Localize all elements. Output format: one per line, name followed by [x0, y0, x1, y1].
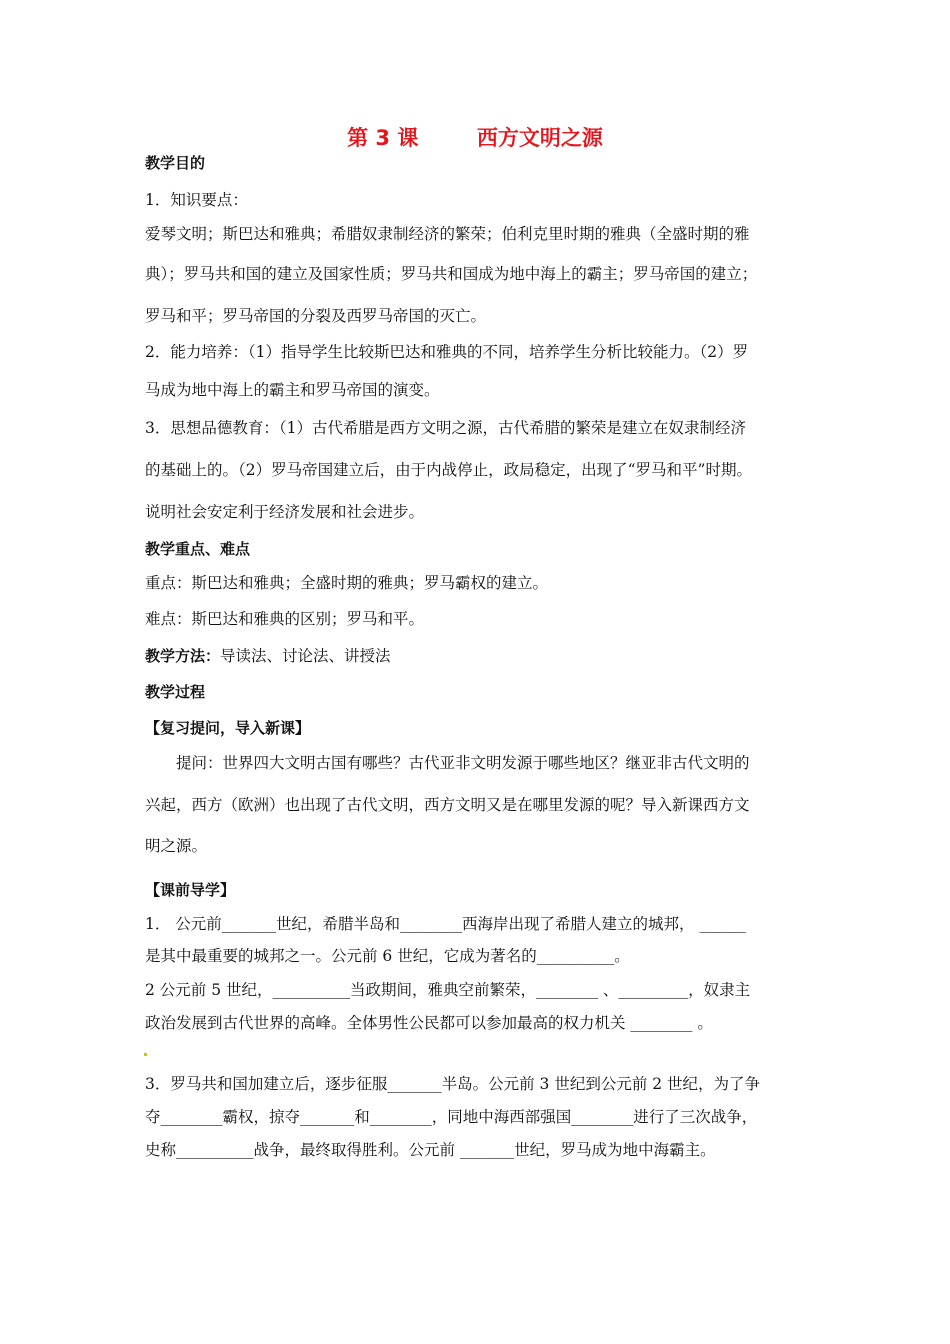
- exercise-1-line-2: 是其中最重要的城邦之一。公元前 6 世纪，它成为著名的__________。: [145, 947, 630, 965]
- moral-education-line: 3．思想品德教育：（1）古代希腊是西方文明之源，古代希腊的繁荣是建立在奴隶制经济: [145, 419, 746, 437]
- teaching-methods-label: 教学方法：: [145, 647, 221, 665]
- body-line: 爱琴文明；斯巴达和雅典；希腊奴隶制经济的繁荣；伯利克里时期的雅典（全盛时期的雅: [145, 225, 750, 243]
- knowledge-points-label: 1．知识要点：: [145, 191, 248, 209]
- difficult-points-line: 难点：斯巴达和雅典的区别；罗马和平。: [145, 610, 425, 628]
- body-line: 兴起，西方（欧洲）也出现了古代文明，西方文明又是在哪里发源的呢？导入新课西方文: [145, 796, 750, 814]
- teaching-methods-line: [145, 646, 391, 666]
- body-line: 明之源。: [145, 837, 208, 855]
- heading-teaching-process: 教学过程: [145, 683, 206, 701]
- lesson-title: 第 3 课 西方文明之源: [347, 126, 603, 150]
- exercise-1-line-1: 1． 公元前_______世纪，希腊半岛和________西海岸出现了希腊人建立的城邦， ______: [145, 915, 746, 933]
- question-line: 提问：世界四大文明古国有哪些？古代亚非文明发源于哪些地区？继亚非古代文明的: [145, 754, 750, 772]
- body-line: 典）；罗马共和国的建立及国家性质；罗马共和国成为地中海上的霸主；罗马帝国的建立；: [145, 265, 758, 283]
- exercise-2-line-2: 政治发展到古代世界的高峰。全体男性公民都可以参加最高的权力机关 ________ 。: [145, 1014, 713, 1032]
- heading-teaching-goals: 教学目的: [145, 154, 206, 172]
- teaching-methods-value: 导读法、讨论法、讲授法: [220, 647, 391, 665]
- stray-mark: [144, 1053, 147, 1056]
- body-line: 罗马和平；罗马帝国的分裂及西罗马帝国的灭亡。: [145, 307, 487, 325]
- exercise-3-line-3: 史称__________战争，最终取得胜利。公元前 _______世纪，罗马成为地中海霸主。: [145, 1141, 716, 1159]
- heading-key-difficult-points: 教学重点、难点: [145, 540, 251, 558]
- body-line: 马成为地中海上的霸主和罗马帝国的演变。: [145, 381, 440, 399]
- heading-review-intro: 【复习提问，导入新课】: [145, 719, 311, 737]
- exercise-3-line-1: 3．罗马共和国加建立后，逐步征服_______半岛。公元前 3 世纪到公元前 2 世纪，为了争: [145, 1075, 761, 1093]
- body-line: 的基础上的。（2）罗马帝国建立后，由于内战停止，政局稳定，出现了“罗马和平”时期。: [145, 461, 752, 479]
- ability-training-line: 2．能力培养：（1）指导学生比较斯巴达和雅典的不同，培养学生分析比较能力。（2）罗: [145, 343, 749, 361]
- body-line: 说明社会安定利于经济发展和社会进步。: [145, 503, 425, 521]
- key-points-line: 重点：斯巴达和雅典；全盛时期的雅典；罗马霸权的建立。: [145, 574, 549, 592]
- heading-pre-class-guide: 【课前导学】: [145, 881, 236, 899]
- exercise-2-line-1: 2 公元前 5 世纪，__________当政期间，雅典空前繁荣，________ 、_________，奴隶主: [145, 981, 751, 999]
- exercise-3-line-2: 夺________霸权，掠夺_______和________，同地中海西部强国________进行了三次战争，: [145, 1108, 758, 1126]
